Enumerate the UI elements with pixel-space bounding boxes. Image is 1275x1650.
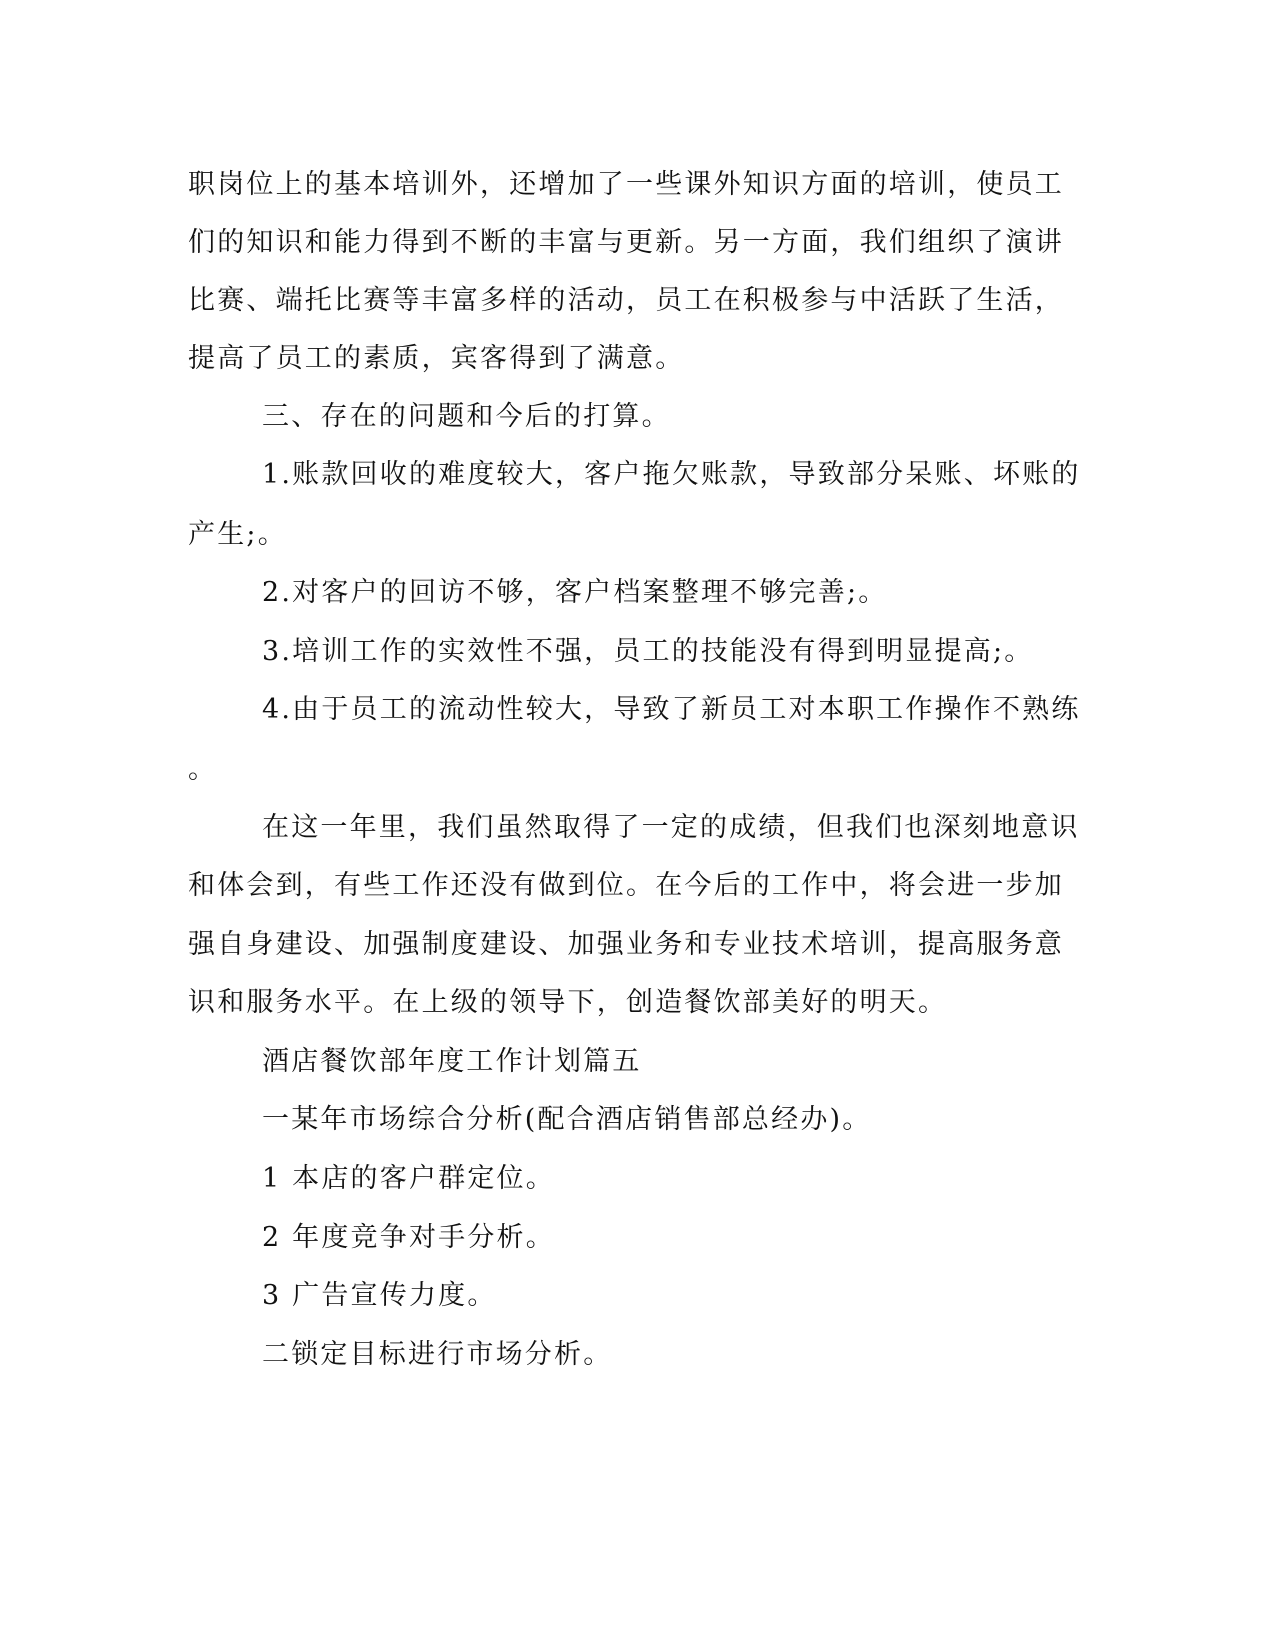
list-item: 4.由于员工的流动性较大，导致了新员工对本职工作操作不熟练	[262, 694, 1081, 725]
section-heading: 三、存在的问题和今后的打算。	[262, 401, 671, 432]
paragraph-line: 提高了员工的素质，宾客得到了满意。	[188, 343, 685, 374]
paragraph-line: 二锁定目标进行市场分析。	[262, 1339, 613, 1370]
paragraph-line: 和体会到，有些工作还没有做到位。在今后的工作中，将会进一步加	[188, 870, 1064, 901]
paragraph-line: 强自身建设、加强制度建设、加强业务和专业技术培训，提高服务意	[188, 929, 1064, 960]
section-title: 酒店餐饮部年度工作计划篇五	[262, 1046, 642, 1077]
list-item: 1 本店的客户群定位。	[262, 1163, 555, 1194]
paragraph-line: 在这一年里，我们虽然取得了一定的成绩，但我们也深刻地意识	[262, 812, 1080, 843]
paragraph-line: 们的知识和能力得到不断的丰富与更新。另一方面，我们组织了演讲	[188, 227, 1064, 258]
paragraph-line: 比赛、端托比赛等丰富多样的活动，员工在积极参与中活跃了生活，	[188, 285, 1064, 316]
paragraph-line: 职岗位上的基本培训外，还增加了一些课外知识方面的培训，使员工	[188, 169, 1064, 200]
list-item: 3.培训工作的实效性不强，员工的技能没有得到明显提高;。	[262, 636, 1034, 667]
paragraph-line: 识和服务水平。在上级的领导下，创造餐饮部美好的明天。	[188, 987, 948, 1018]
paragraph-line: 产生;。	[188, 519, 287, 550]
list-item: 2.对客户的回访不够，客户档案整理不够完善;。	[262, 577, 888, 608]
paragraph-line: 一某年市场综合分析(配合酒店销售部总经办)。	[262, 1104, 872, 1135]
list-item: 3 广告宣传力度。	[262, 1280, 497, 1311]
list-item: 2 年度竞争对手分析。	[262, 1222, 555, 1253]
list-item: 1.账款回收的难度较大，客户拖欠账款，导致部分呆账、坏账的	[262, 459, 1081, 490]
paragraph-line: 。	[188, 754, 218, 785]
